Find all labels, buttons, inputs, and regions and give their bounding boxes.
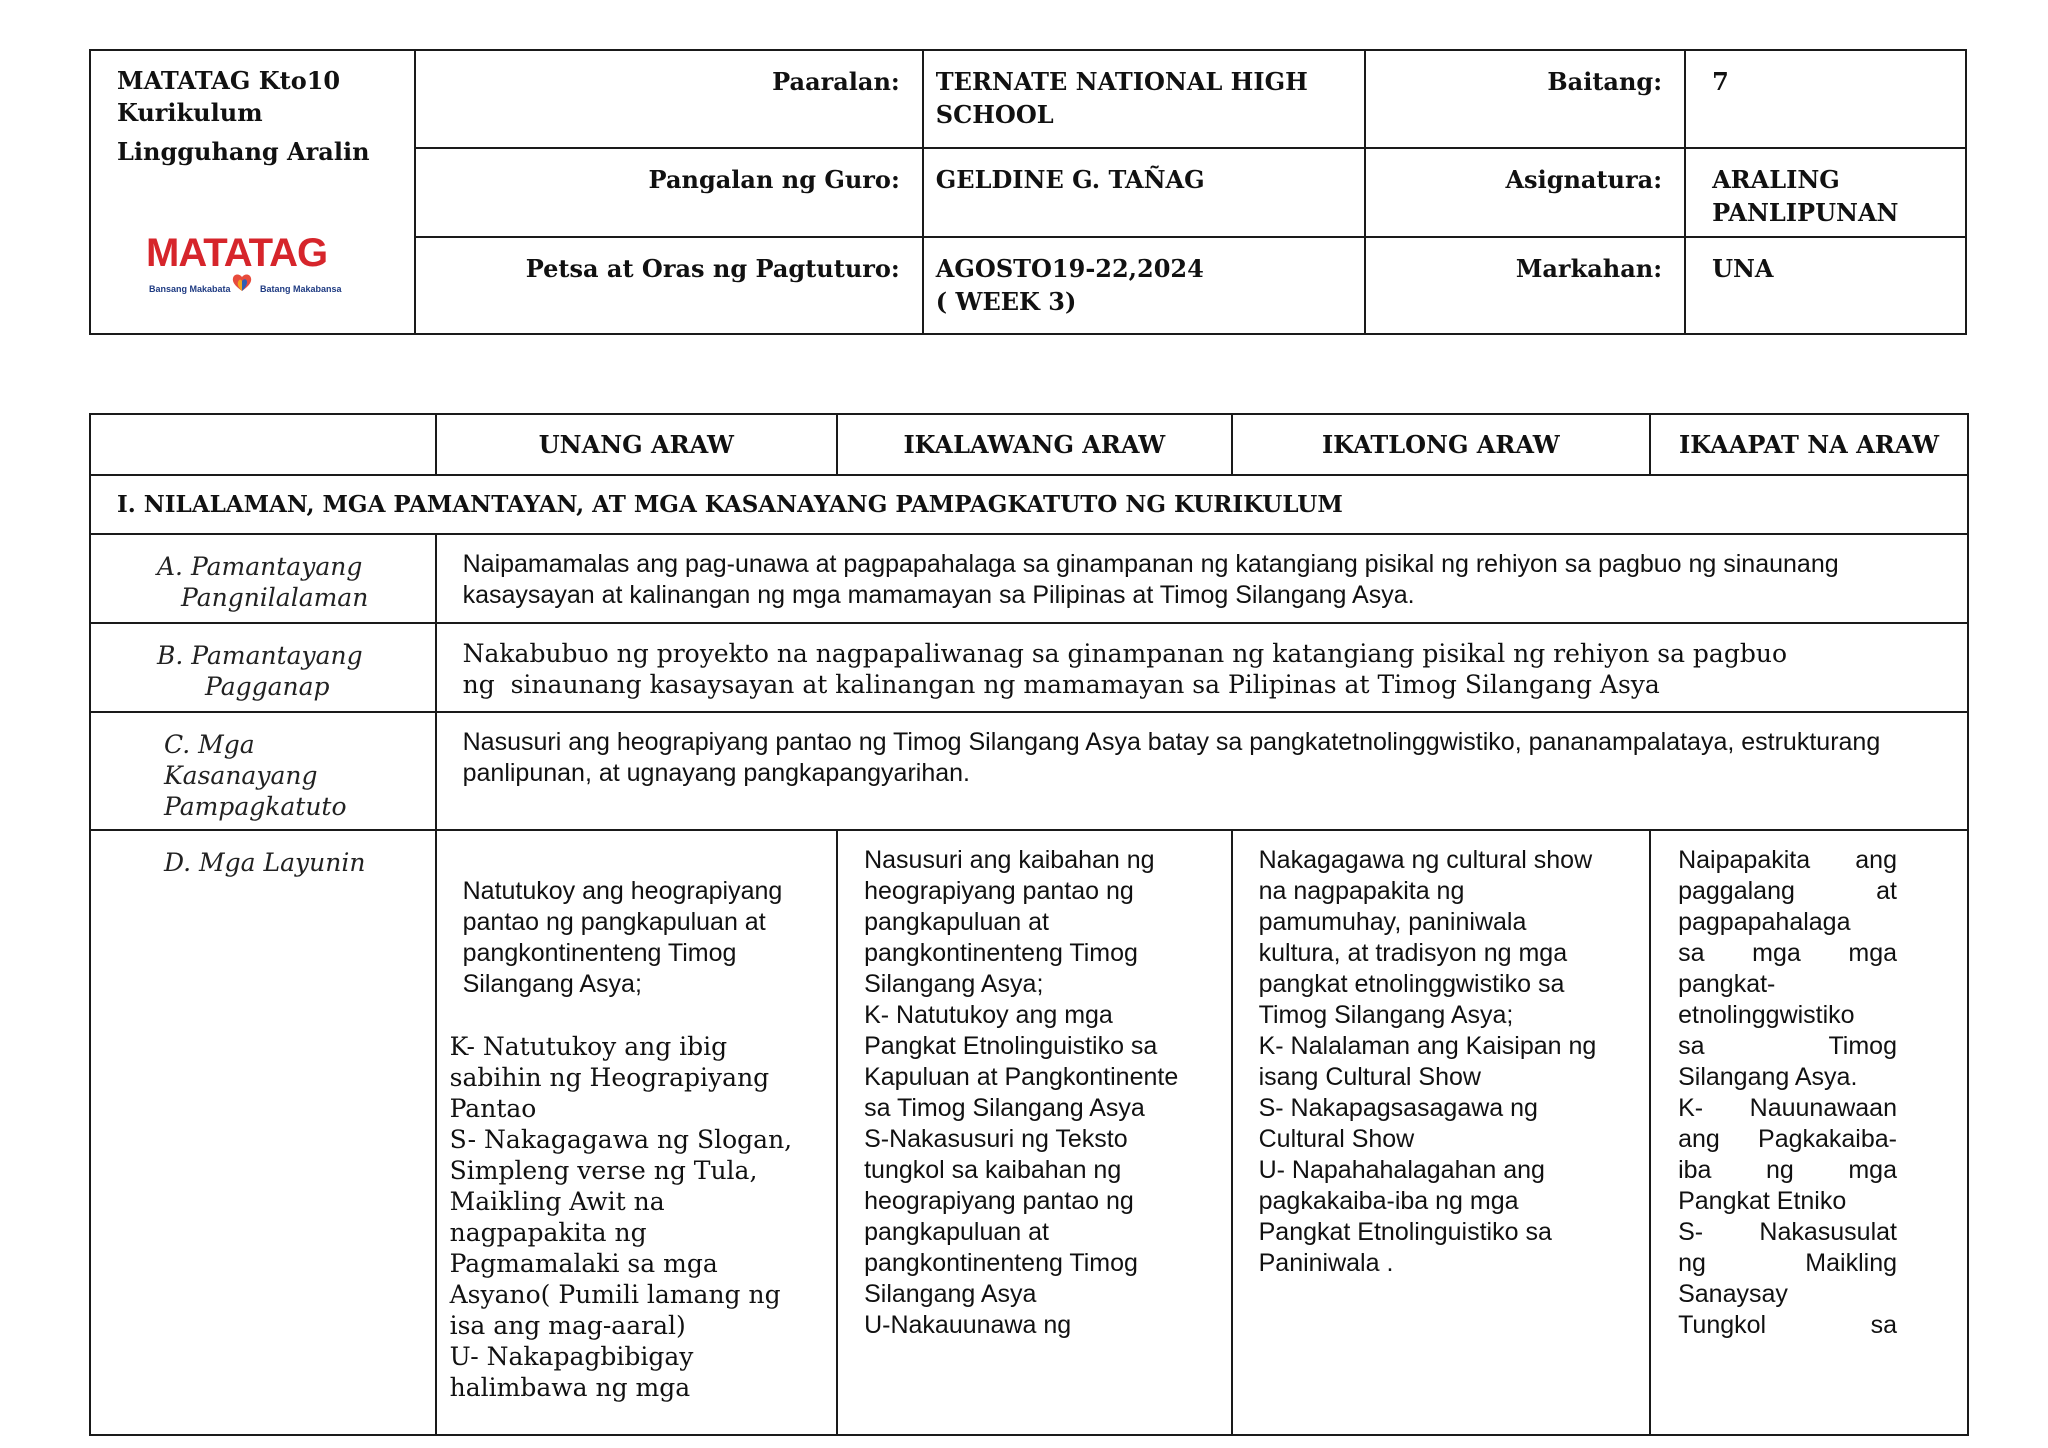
subject-value: ARALING PANLIPUNAN — [1685, 148, 1966, 237]
quarter-label: Markahan: — [1365, 237, 1685, 334]
learning-competency-label-line1: C. Mga — [164, 730, 255, 759]
day-header-4: IKAAPAT NA ARAW — [1650, 414, 1968, 475]
learning-competency-text: Nasusuri ang heograpiyang pantao ng Timog Silangang Asya batay sa pangkatetnolinggwistiko, pananampalataya, estrukturang panlipunan, at ugnayang pangkapangyarihan. — [436, 712, 1968, 830]
learning-competency-label-line3: Pampagkatuto — [164, 792, 347, 821]
objectives-label: D. Mga Layunin — [90, 830, 436, 1435]
objectives-day-4-line: S- Nakasusulat — [1678, 1218, 1897, 1246]
day-header-3: IKATLONG ARAW — [1232, 414, 1650, 475]
grade-value: 7 — [1685, 50, 1966, 148]
brand-subtitle: Lingguhang Aralin — [117, 137, 370, 166]
section-title: I. NILALAMAN, MGA PAMANTAYAN, AT MGA KASANAYANG PAMPAGKATUTO NG KURIKULUM — [90, 475, 1968, 534]
logo-wordmark: MATATAG — [146, 231, 328, 275]
objectives-day-3: Nakagagawa ng cultural show na nagpapakita ng pamumuhay, paniniwala kultura, at tradisyon ng mga pangkat etnolinggwistiko sa Timog Silangang Asya; K- Nalalaman ang Kaisipan ng isang Cultural Show S- Nakapagsasagawa ng Cultural Show U- Napahahalagahan ang pagkakaiba-iba ng mga Pangkat Etnolinguistiko sa Paniniwala . — [1232, 830, 1650, 1435]
performance-standard-line1: Nakabubuo ng proyekto na nagpapaliwanag sa ginampanan ng katangiang pisikal ng rehiyon sa pagbuo — [462, 639, 1787, 668]
performance-standard-line2: ng sinaunang kasaysayan at kalinangan ng mamamayan sa Pilipinas at Timog Silangang Asya — [462, 670, 1660, 699]
objectives-day-4-line: Sanaysay — [1678, 1280, 1788, 1308]
content-standard-text: Naipamamalas ang pag-unawa at pagpapahalaga sa ginampanan ng katangiang pisikal ng rehiyon sa pagbuo ng sinaunang kasaysayan at kalinangan ng mga mamamayan sa Pilipinas at Timog Silangang Asya. — [436, 534, 1968, 623]
school-label: Paaralan: — [415, 50, 922, 148]
content-standard-label-line2: Pangnilalaman — [181, 583, 369, 612]
heart-hands-icon — [231, 271, 253, 293]
content-standard-label-line1: A. Pamantayang — [157, 552, 363, 581]
grade-label: Baitang: — [1365, 50, 1685, 148]
performance-standard-label — [90, 623, 436, 712]
objectives-day-4-line: ang Pagkakaiba- — [1678, 1125, 1897, 1153]
quarter-value: UNA — [1685, 237, 1966, 334]
performance-standard-label-line2: Pagganap — [205, 672, 330, 701]
week-value: ( WEEK 3) — [935, 287, 1077, 316]
objectives-day-4-line: pagpapahalaga — [1678, 908, 1851, 936]
objectives-day-1-main: Natutukoy ang heograpiyang pantao ng pangkapuluan at pangkontinenteng Timog Silangang Asya; — [462, 877, 783, 998]
objectives-day-4-line: Pangkat Etniko — [1678, 1187, 1847, 1215]
day-header-2: IKALAWANG ARAW — [837, 414, 1232, 475]
performance-standard-text — [436, 623, 1968, 712]
objectives-day-1-ksu: K- Natutukoy ang ibig sabihin ng Heograpiyang Pantao S- Nakagagawa ng Slogan, Simpleng verse ng Tula, Maikling Awit na nagpapakita ng Pagmamalaki sa mga Asyano( Pumili lamang ng isa ang mag-aaral) U- Nakapagbibigay halimbawa ng mga — [449, 1032, 793, 1402]
brand-cell — [90, 50, 415, 334]
lesson-header-table — [89, 49, 1967, 335]
school-value: TERNATE NATIONAL HIGH SCHOOL — [923, 50, 1366, 148]
objectives-day-4-line: iba ng mga — [1678, 1156, 1897, 1184]
teacher-value: GELDINE G. TAÑAG — [923, 148, 1366, 237]
logo-tagline — [149, 273, 342, 306]
objectives-day-4-line: sa mga mga — [1678, 939, 1897, 967]
date-time-label: Petsa at Oras ng Pagtuturo: — [415, 237, 922, 334]
lesson-plan-table — [89, 413, 1969, 1436]
date-value: AGOSTO19-22,2024 — [935, 254, 1204, 283]
brand-title: MATATAG Kto10 Kurikulum — [117, 66, 341, 127]
date-time-value — [923, 237, 1366, 334]
objectives-day-4-line: Naipapakita ang — [1678, 846, 1897, 874]
objectives-day-4-line: pangkat- — [1678, 970, 1776, 998]
objectives-day-4-line: Tungkol sa — [1678, 1311, 1897, 1339]
objectives-day-1 — [436, 830, 837, 1435]
logo-tagline-left: Bansang Makabata — [149, 284, 231, 294]
logo-tagline-right: Batang Makabansa — [260, 284, 342, 294]
content-standard-label — [90, 534, 436, 623]
objectives-day-4-line: Silangang Asya. — [1678, 1063, 1858, 1091]
teacher-label: Pangalan ng Guro: — [415, 148, 922, 237]
objectives-day-4-line: etnolinggwistiko — [1678, 1001, 1855, 1029]
objectives-day-2: Nasusuri ang kaibahan ng heograpiyang pantao ng pangkapuluan at pangkontinenteng Timog Silangang Asya; K- Natutukoy ang mga Pangkat Etnolinguistiko sa Kapuluan at Pangkontinente sa Timog Silangang Asya S-Nakasusuri ng Teksto tungkol sa kaibahan ng heograpiyang pantao ng pangkapuluan at pangkontinenteng Timog Silangang Asya U-Nakauunawa ng — [837, 830, 1232, 1435]
objectives-day-4-line: K- Nauunawaan — [1678, 1094, 1897, 1122]
learning-competency-label-line2: Kasanayang — [164, 761, 318, 790]
objectives-day-4-line: sa Timog — [1678, 1032, 1897, 1060]
subject-label: Asignatura: — [1365, 148, 1685, 237]
objectives-day-4-line: ng Maikling — [1678, 1249, 1897, 1277]
matatag-logo — [146, 231, 346, 294]
objectives-day-4 — [1650, 830, 1968, 1435]
corner-cell — [90, 414, 436, 475]
objectives-day-4-line: paggalang at — [1678, 877, 1897, 905]
learning-competency-label — [90, 712, 436, 830]
day-header-1: UNANG ARAW — [436, 414, 837, 475]
performance-standard-label-line1: B. Pamantayang — [157, 641, 363, 670]
